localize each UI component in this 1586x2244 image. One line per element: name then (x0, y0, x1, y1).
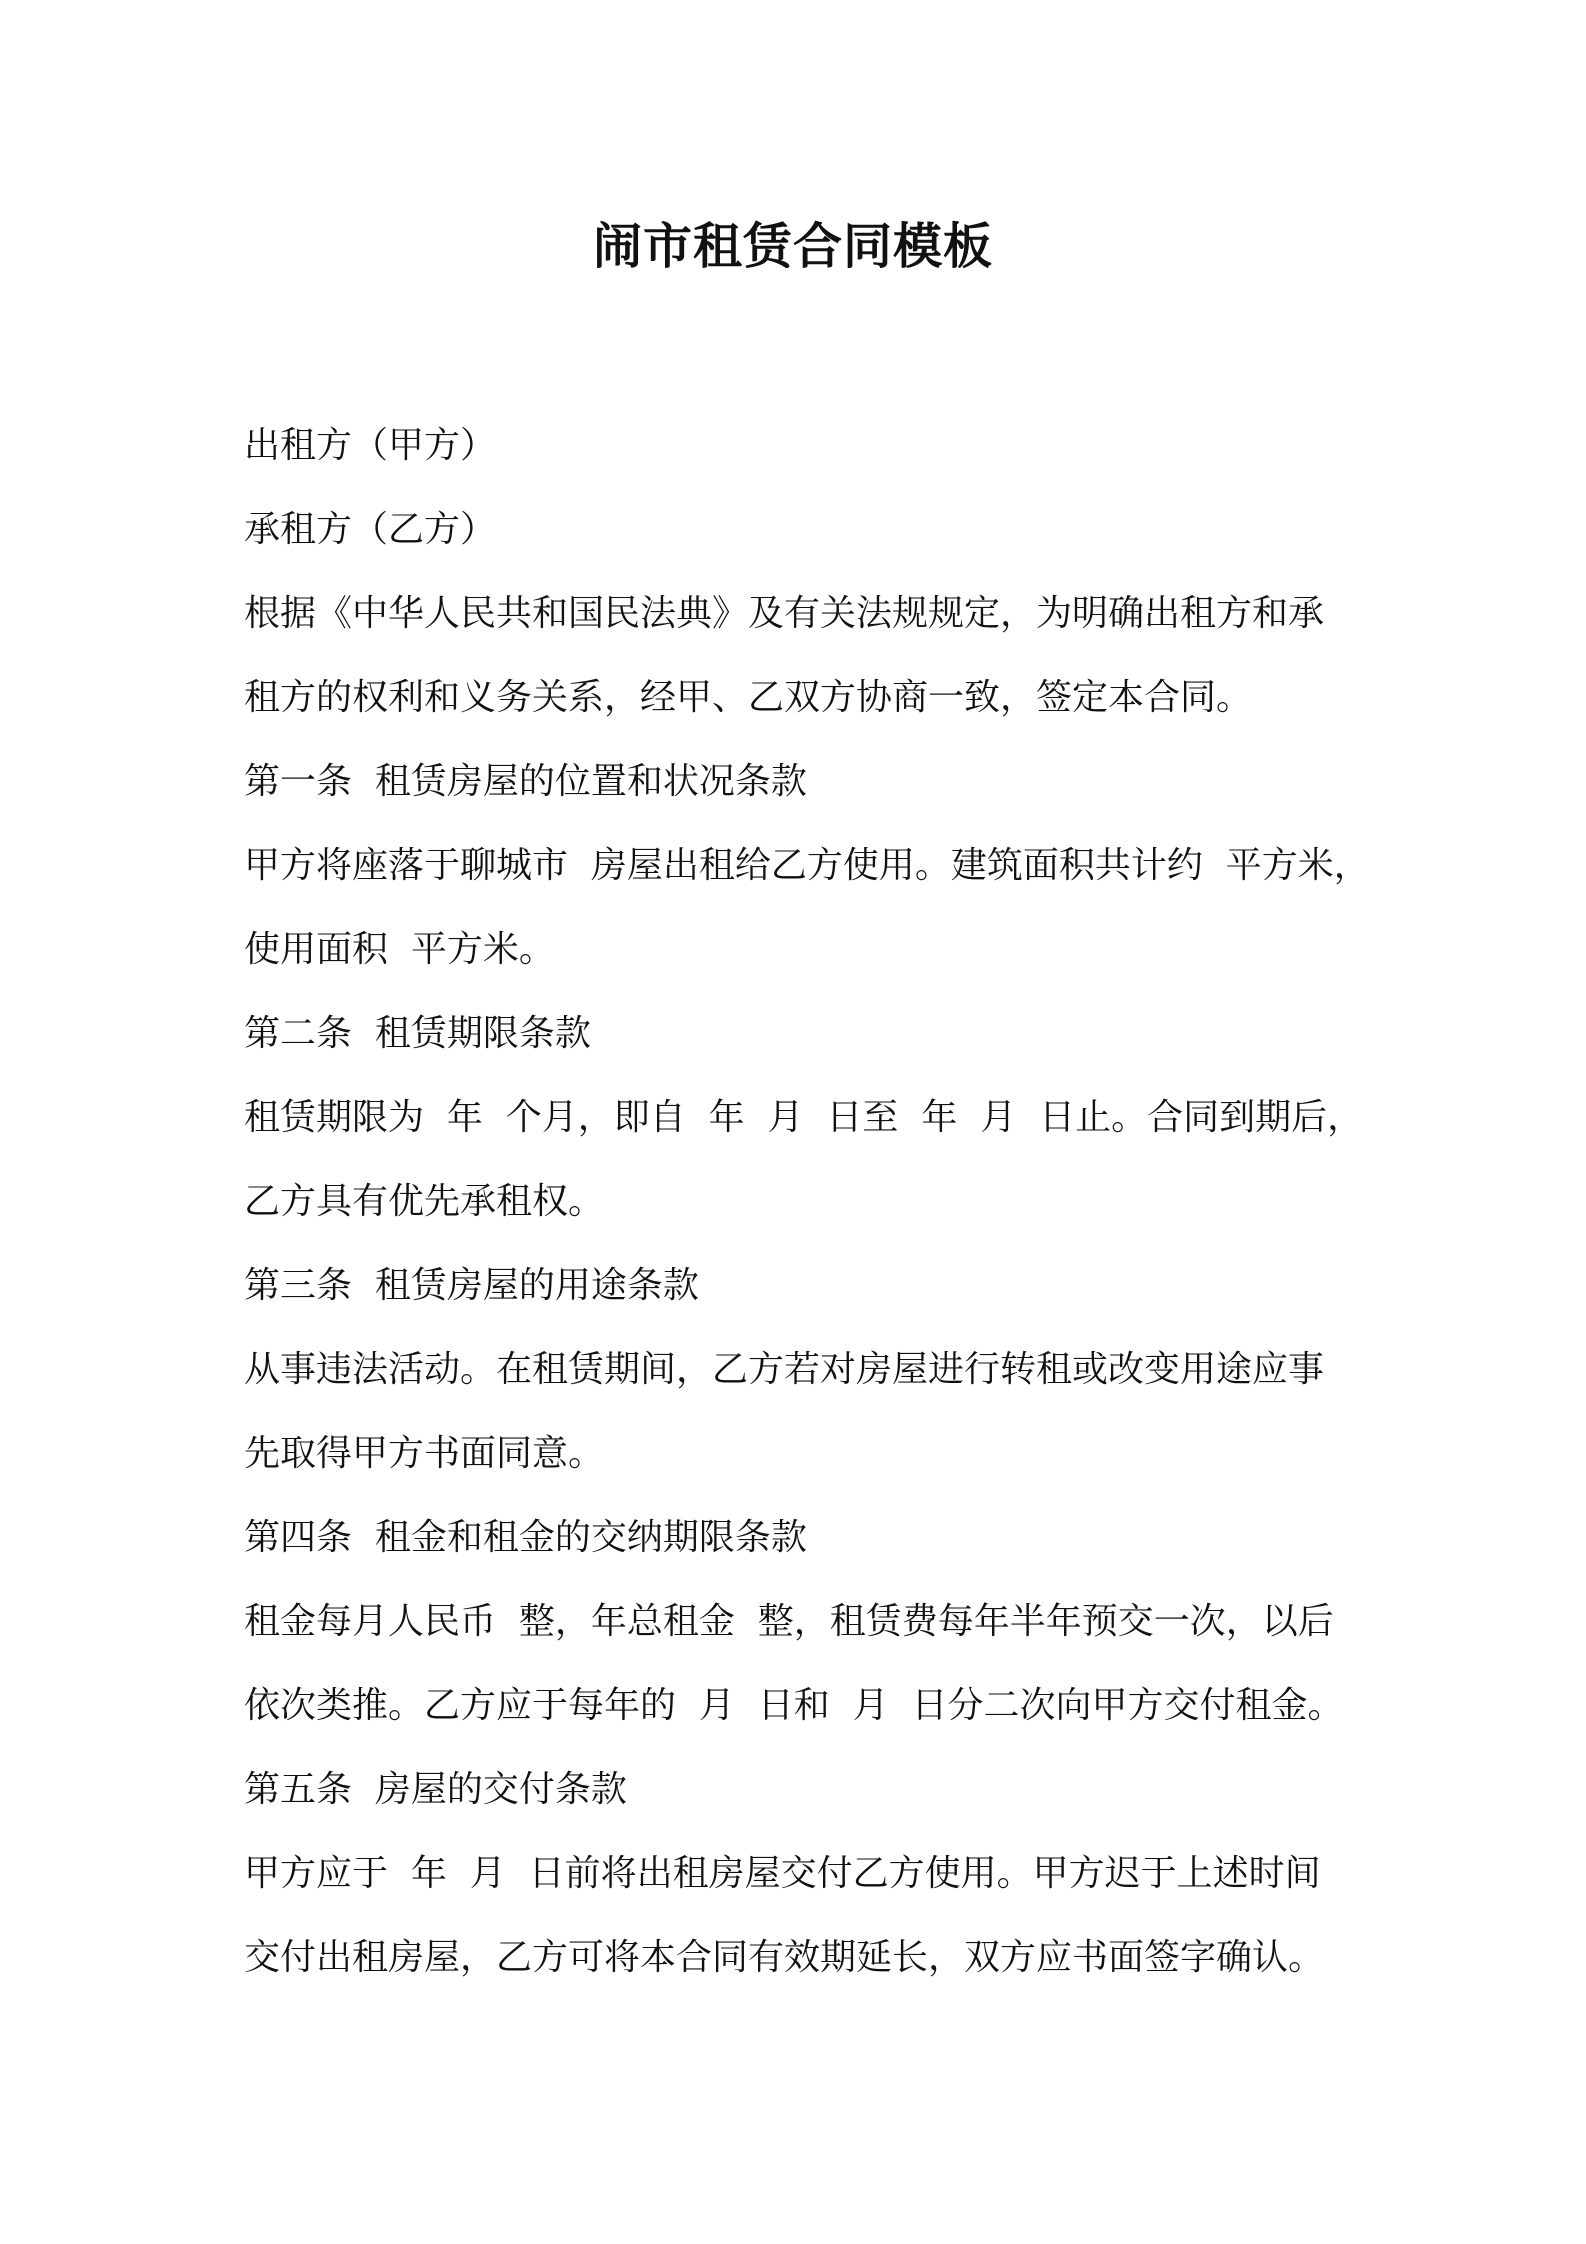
preamble-line-2: 租方的权利和义务关系，经甲、乙双方协商一致，签定本合同。 (244, 677, 1253, 718)
article-5-heading: 第五条 房屋的交付条款 (244, 1769, 627, 1810)
article-4-text-2: 依次类推。乙方应于每年的 月 日和 月 日分二次向甲方交付租金。 (244, 1685, 1344, 1726)
article-5-text-1: 甲方应于 年 月 日前将出租房屋交付乙方使用。甲方迟于上述时间 (244, 1853, 1321, 1894)
document-body (244, 404, 1384, 2000)
article-3-text-2: 先取得甲方书面同意。 (244, 1433, 605, 1474)
document-title: 闹市租赁合同模板 (592, 218, 993, 275)
article-3-heading: 第三条 租赁房屋的用途条款 (244, 1265, 699, 1306)
article-2-text-1: 租赁期限为 年 个月，即自 年 月 日至 年 月 日止。合同到期后， (244, 1097, 1364, 1138)
preamble-line-1: 根据《中华人民共和国民法典》及有关法规规定，为明确出租方和承 (244, 593, 1325, 634)
article-1-text-1: 甲方将座落于聊城市 房屋出租给乙方使用。建筑面积共计约 平方米， (244, 845, 1370, 886)
article-2-heading: 第二条 租赁期限条款 (244, 1013, 591, 1054)
article-1-heading: 第一条 租赁房屋的位置和状况条款 (244, 761, 807, 802)
article-1-text-2: 使用面积 平方米。 (244, 929, 555, 970)
article-3-text-1: 从事违法活动。在租赁期间，乙方若对房屋进行转租或改变用途应事 (244, 1349, 1325, 1390)
party-b-line: 承租方（乙方） (244, 509, 497, 550)
article-2-text-2: 乙方具有优先承租权。 (244, 1181, 605, 1222)
party-a-line: 出租方（甲方） (244, 425, 497, 466)
article-4-text-1: 租金每月人民币 整，年总租金 整，租赁费每年半年预交一次，以后 (244, 1601, 1334, 1642)
article-4-heading: 第四条 租金和租金的交纳期限条款 (244, 1517, 807, 1558)
article-5-text-2: 交付出租房屋，乙方可将本合同有效期延长，双方应书面签字确认。 (244, 1937, 1325, 1978)
